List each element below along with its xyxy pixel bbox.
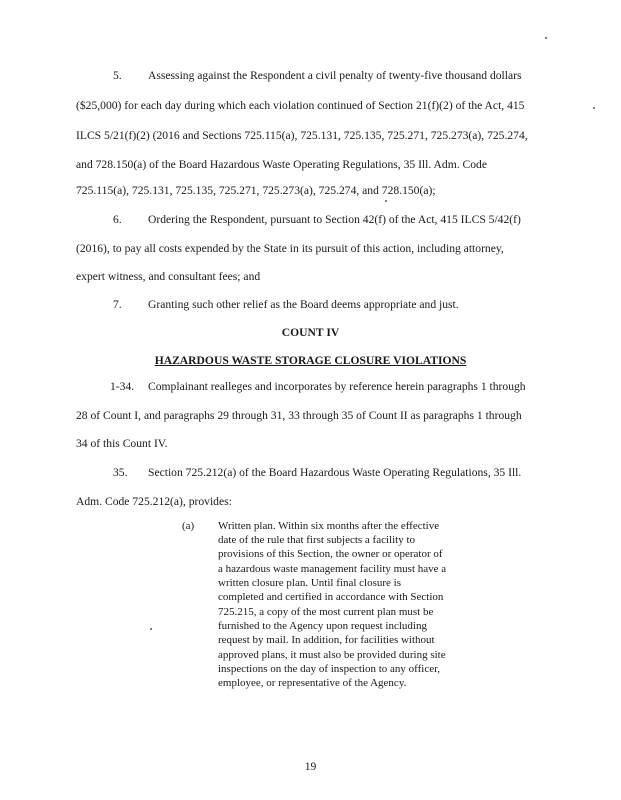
quote-line-12: employee, or representative of the Agency. — [218, 677, 407, 689]
scan-speck — [385, 200, 387, 202]
para-1-34-number: 1-34. — [110, 380, 135, 393]
quote-line-11: inspections on the day of inspection to any officer, — [218, 663, 441, 675]
para-1-34-line-3: 34 of this Count IV. — [76, 437, 168, 450]
quote-line-8: furnished to the Agency upon request including — [218, 620, 427, 632]
item-5-line-1: Assessing against the Respondent a civil penalty of twenty-five thousand dollars — [148, 69, 522, 82]
quote-line-1: Written plan. Within six months after the effective — [218, 520, 440, 532]
item-6-line-3: expert witness, and consultant fees; and — [76, 270, 261, 283]
item-5-line-4: and 728.150(a) of the Board Hazardous Waste Operating Regulations, 35 Ill. Adm. Code — [76, 158, 487, 171]
count-title: COUNT IV — [281, 326, 340, 339]
quote-line-6: completed and certified in accordance with Section — [218, 591, 444, 603]
scan-speck — [150, 628, 152, 630]
quote-label: (a) — [182, 520, 195, 532]
para-35-line-1: Section 725.212(a) of the Board Hazardous Waste Operating Regulations, 35 Ill. — [148, 466, 522, 479]
item-5-line-3: ILCS 5/21(f)(2) (2016 and Sections 725.115(a), 725.131, 725.135, 725.271, 725.273(a), 725.274, — [76, 129, 528, 142]
quote-line-7: 725.215, a copy of the most current plan must be — [218, 606, 434, 618]
page-number: 19 — [304, 760, 317, 773]
item-6-number: 6. — [113, 213, 122, 226]
item-5-line-2: ($25,000) for each day during which each violation continued of Section 21(f)(2) of the Act, 415 — [76, 99, 525, 112]
para-35-number: 35. — [113, 466, 128, 479]
item-7-line-1: Granting such other relief as the Board deems appropriate and just. — [148, 298, 459, 311]
item-7-number: 7. — [113, 298, 122, 311]
item-6-line-2: (2016), to pay all costs expended by the State in its pursuit of this action, including attorney, — [76, 242, 504, 255]
item-5-number: 5. — [113, 69, 122, 82]
quote-line-9: request by mail. In addition, for facilities without — [218, 634, 435, 646]
item-5-line-5: 725.115(a), 725.131, 725.135, 725.271, 725.273(a), 725.274, and 728.150(a); — [76, 184, 436, 197]
quote-line-3: provisions of this Section, the owner or operator of — [218, 548, 443, 560]
para-35-line-2: Adm. Code 725.212(a), provides: — [76, 495, 232, 508]
scan-speck — [545, 37, 547, 39]
count-subtitle: HAZARDOUS WASTE STORAGE CLOSURE VIOLATIONS — [154, 354, 467, 367]
quote-line-5: written closure plan. Until final closure is — [218, 577, 401, 589]
item-6-line-1: Ordering the Respondent, pursuant to Section 42(f) of the Act, 415 ILCS 5/42(f) — [148, 213, 521, 226]
para-1-34-line-1: Complainant realleges and incorporates by reference herein paragraphs 1 through — [148, 380, 526, 393]
scan-speck — [593, 107, 595, 109]
quote-line-10: approved plans, it must also be provided during site — [218, 649, 446, 661]
para-1-34-line-2: 28 of Count I, and paragraphs 29 through 31, 33 through 35 of Count II as paragraphs 1 through — [76, 409, 522, 422]
quote-line-2: date of the rule that first subjects a facility to — [218, 534, 416, 546]
quote-line-4: a hazardous waste management facility must have a — [218, 563, 447, 575]
